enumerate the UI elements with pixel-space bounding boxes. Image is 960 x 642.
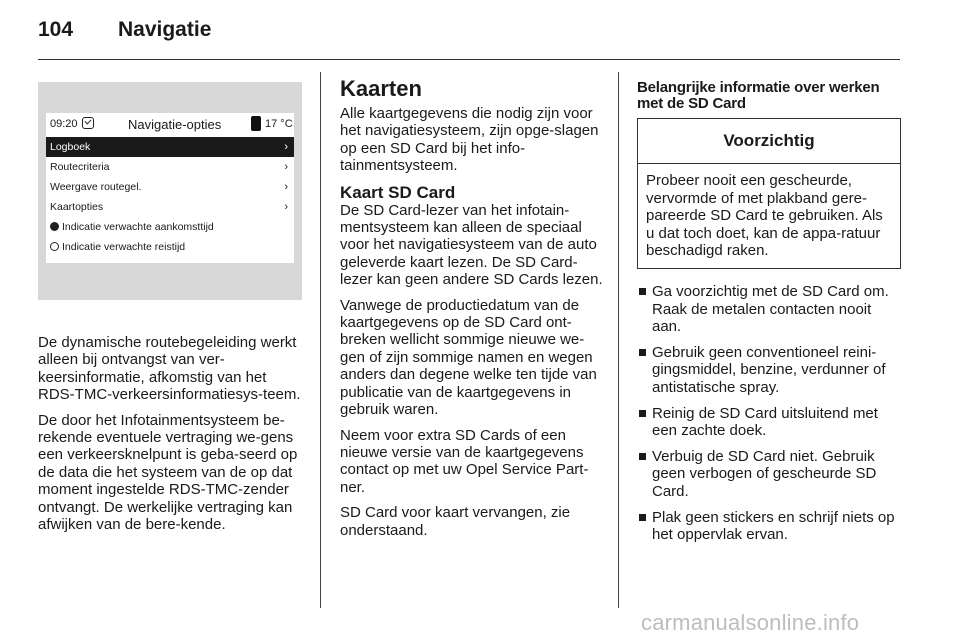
right-column xyxy=(637,72,901,552)
caution-title: Voorzichtig xyxy=(638,119,900,164)
chevron-right-icon: › xyxy=(284,201,288,213)
bullet-list xyxy=(637,283,901,544)
list-item: Plak geen stickers en schrijf niets op het oppervlak ervan. xyxy=(637,509,901,544)
page-number: 104 xyxy=(38,18,74,41)
screen-radio-label: Indicatie verwachte reistijd xyxy=(62,241,186,253)
screen-temperature: 17 °C xyxy=(265,118,293,130)
screen-menu-label: Routecriteria xyxy=(50,161,110,173)
caution-text: Probeer nooit een gescheurde, vervormde of met plakband gere-pareerde SD Card te gebruiken. Als u dat toch doet, kan de appa-ratuur beschadigd raken. xyxy=(646,172,883,260)
screen-radio-arrival xyxy=(46,217,294,237)
screen-title: Navigatie-opties xyxy=(128,117,222,132)
body-paragraph: SD Card voor kaart vervangen, zie onderstaand. xyxy=(340,504,571,539)
phone-icon xyxy=(251,116,261,131)
screen-menu-label: Kaartopties xyxy=(50,201,104,213)
section-heading: Kaarten xyxy=(340,76,422,101)
body-paragraph: De door het Infotainmentsysteem be-rekende eventuele vertraging we-gens een verkeersknelpunt is geba-seerd op de data die het systeem van de op dat moment ingestelde RDS-TMC-zender ontvangt. De werkelijke vertraging kan afwijken van de bere-kende. xyxy=(38,411,298,534)
navigation-options-screenshot xyxy=(38,82,302,300)
subsection-heading: Kaart SD Card xyxy=(340,182,456,202)
body-paragraph: De SD Card-lezer van het infotain-mentsysteem kan alleen de speciaal voor het navigatiesysteem van de auto geleverde kaart lezen. De SD Card-lezer kan geen andere SD Cards lezen. xyxy=(340,201,603,289)
screen-menu xyxy=(46,137,294,257)
body-paragraph: De dynamische routebegeleiding werkt alleen bij ontvangst van ver-keersinformatie, afkomstig van het RDS-TMC-verkeersinformatiesys-teem. xyxy=(38,334,301,404)
screen-status-bar xyxy=(46,113,294,137)
screen-radio-traveltime xyxy=(46,237,294,257)
body-paragraph: Neem voor extra SD Cards of een nieuwe versie van de kaartgegevens contact op met uw Opel Service Part-ner. xyxy=(340,426,589,496)
screen-menu-item-kaartopties xyxy=(46,197,294,217)
column-divider-1 xyxy=(320,72,321,608)
section-heading: Belangrijke informatie over werken met de SD Card xyxy=(637,79,880,112)
radio-unselected-icon xyxy=(50,242,59,251)
chevron-right-icon: › xyxy=(284,181,288,193)
radio-selected-icon xyxy=(50,222,59,231)
screen-radio-label: Indicatie verwachte aankomsttijd xyxy=(62,221,214,233)
left-column xyxy=(38,72,302,541)
screen-time: 09:20 xyxy=(50,118,78,130)
middle-column xyxy=(340,72,604,547)
screen-menu-label: Logboek xyxy=(50,141,91,153)
header-rule xyxy=(38,59,900,60)
column-divider-2 xyxy=(618,72,619,608)
list-item: Ga voorzichtig met de SD Card om. Raak de metalen contacten nooit aan. xyxy=(637,283,901,336)
page-title: Navigatie xyxy=(118,18,212,41)
screen-menu-item-logboek xyxy=(46,137,294,157)
screen-menu-item-weergave xyxy=(46,177,294,197)
watermark: carmanualsonline.info xyxy=(641,610,860,635)
list-item: Reinig de SD Card uitsluitend met een zachte doek. xyxy=(637,405,901,440)
screen-display xyxy=(46,113,294,263)
body-paragraph: Vanwege de productiedatum van de kaartgegevens op de SD Card ont-breken wellicht sommige nieuwe we-gen of zijn sommige namen en wegen anders dan degene welke ten tijde van publicatie van de kaartgegevens in gebruik waren. xyxy=(340,296,597,419)
list-item: Gebruik geen conventioneel reini-gingsmiddel, benzine, verdunner of antistatische spray. xyxy=(637,344,901,397)
chevron-right-icon: › xyxy=(284,161,288,173)
list-item: Verbuig de SD Card niet. Gebruik geen verbogen of gescheurde SD Card. xyxy=(637,448,901,501)
body-paragraph: Alle kaartgegevens die nodig zijn voor het navigatiesysteem, zijn opge-slagen op een SD Card bij het info-tainmentsysteem. xyxy=(340,105,599,175)
check-icon xyxy=(82,117,94,129)
screen-menu-item-routecriteria xyxy=(46,157,294,177)
screen-menu-label: Weergave routegel. xyxy=(50,181,142,193)
caution-box xyxy=(637,118,901,269)
chevron-right-icon: › xyxy=(284,141,288,153)
